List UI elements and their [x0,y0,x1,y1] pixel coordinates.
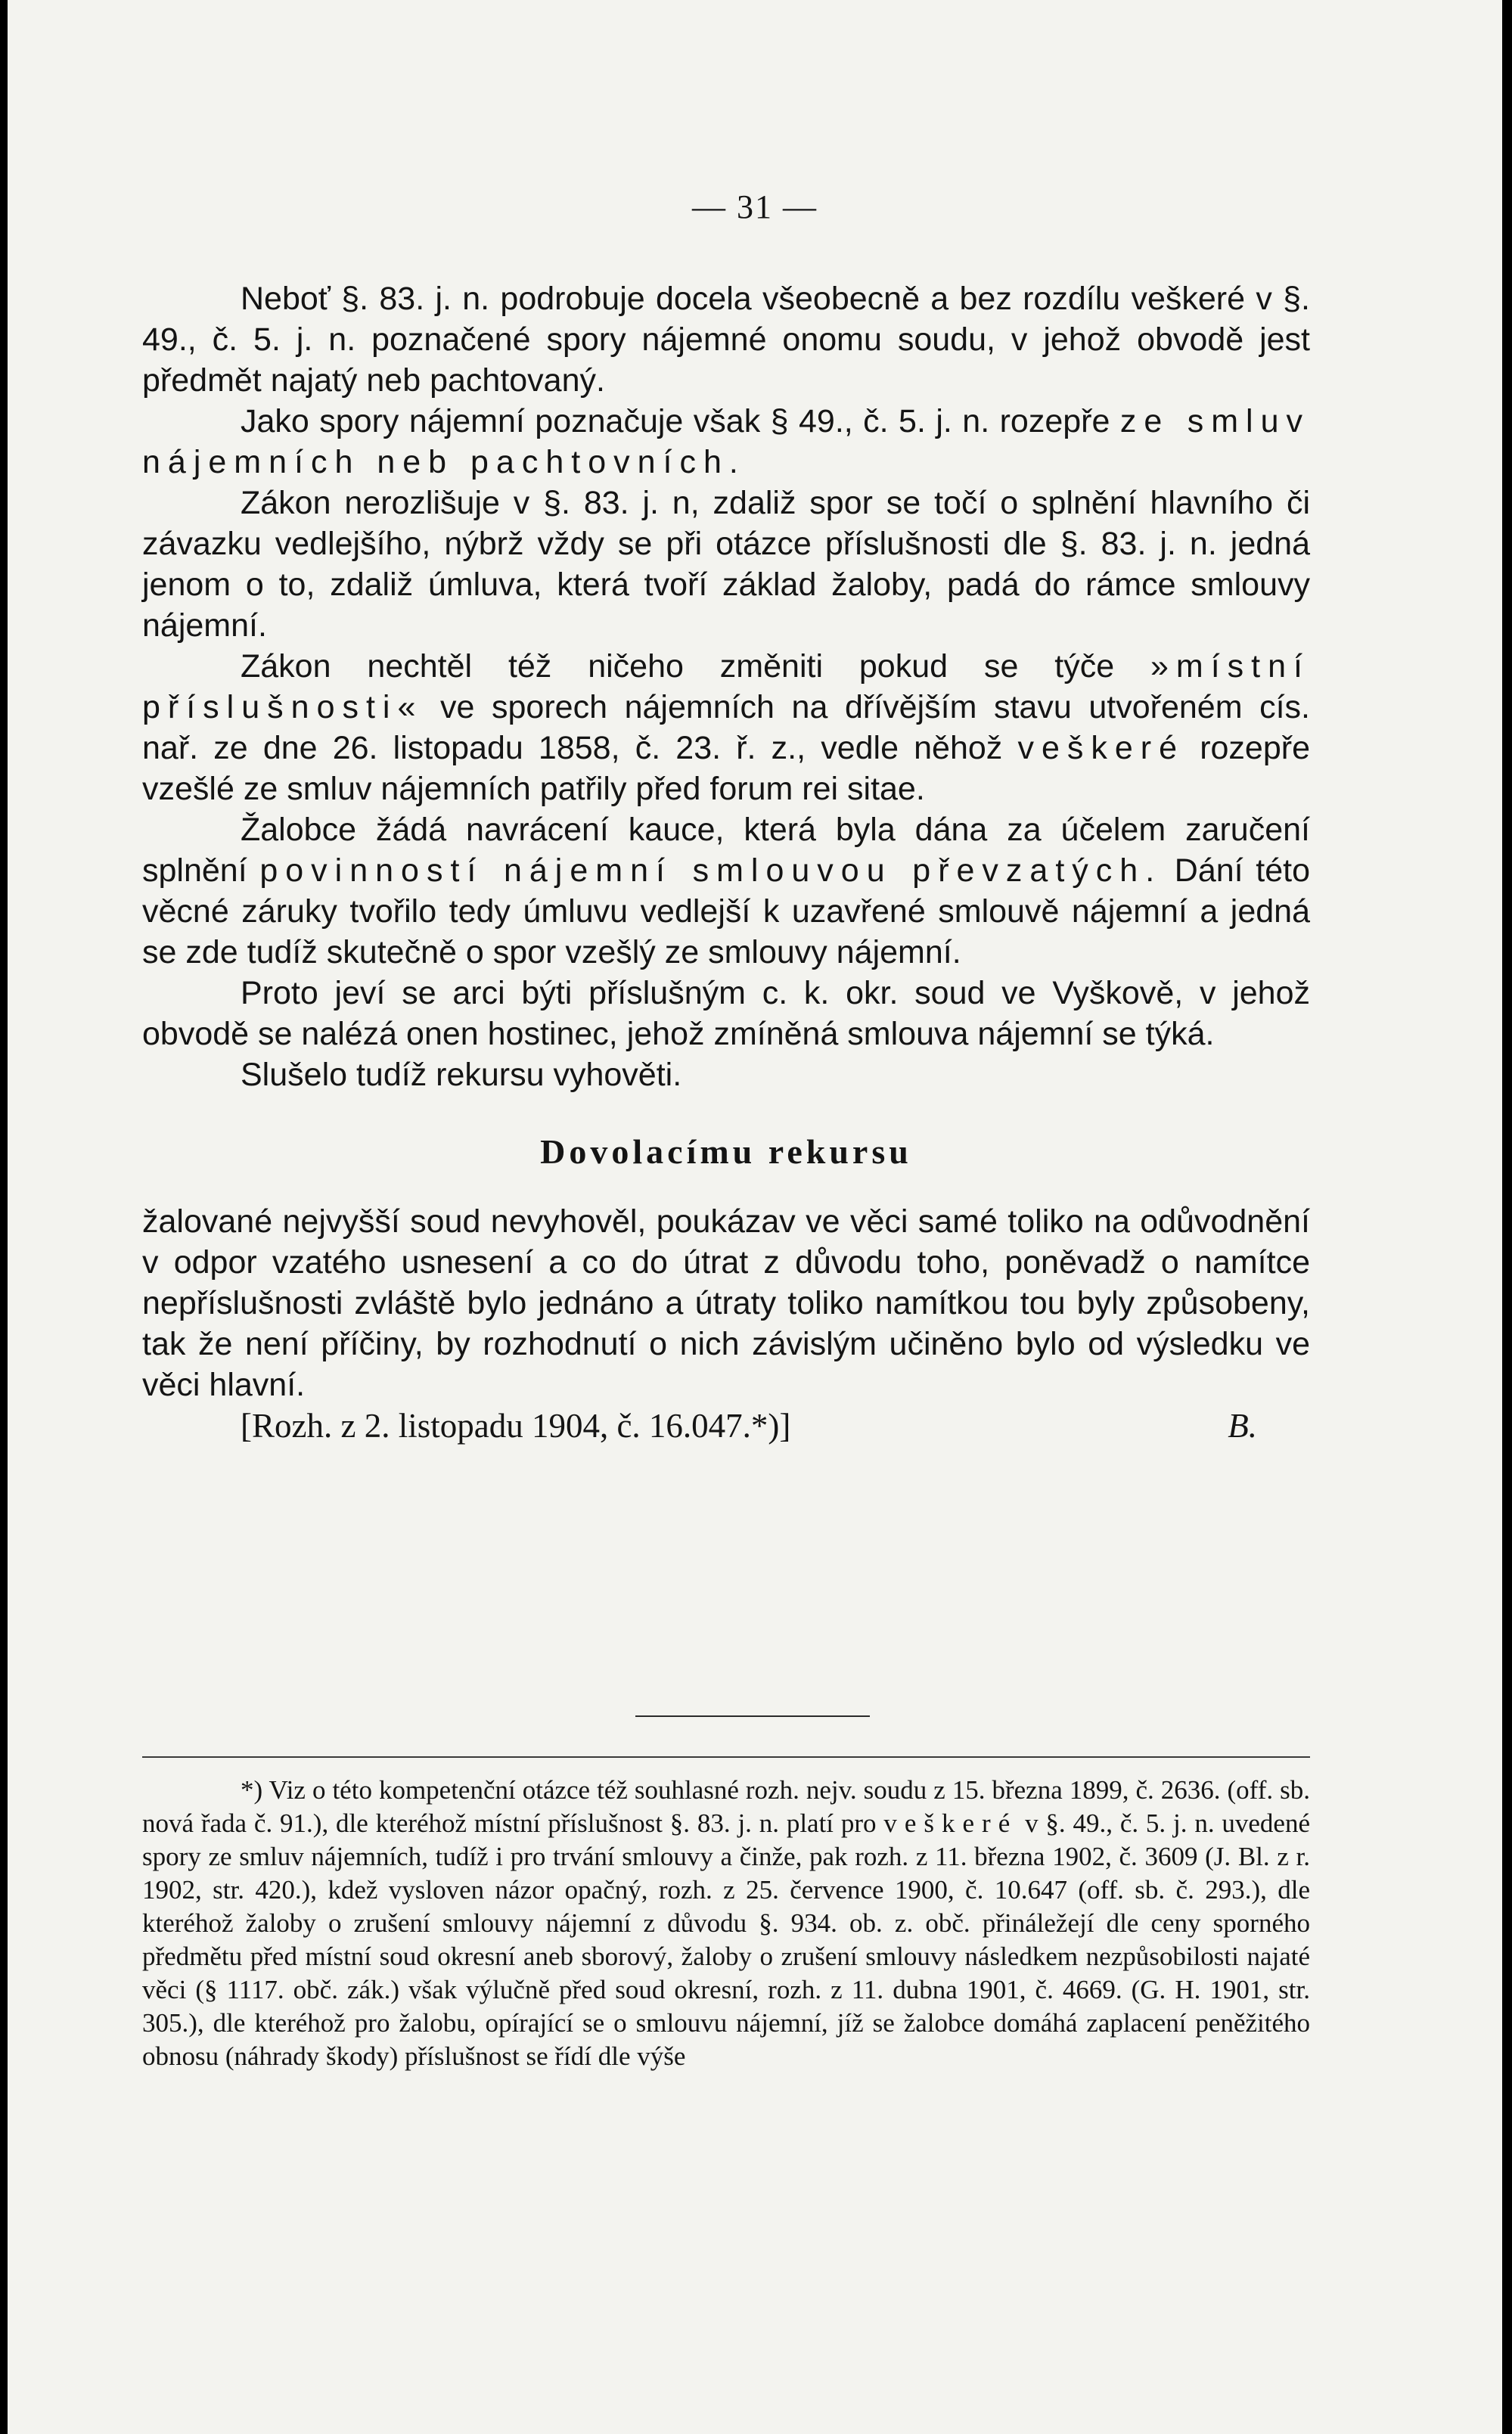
decision-reference-text: [Rozh. z 2. listopadu 1904, č. 16.047.*)] [241,1407,791,1445]
paragraph-3: Zákon nerozlišuje v §. 83. j. n, zdaliž spor se točí o splnění hlavního či závazku vedlejšího, nýbrž vždy se při otázce příslušnosti dle §. 83. j. n. jedná jenom o to, zdaliž úmluva, která tvoří základ žaloby, padá do rámce smlouvy nájemní. [142,485,1310,644]
decision-reference [142,1405,1310,1446]
footnote [142,1774,1310,2073]
paragraph-2-spaced-text: ze smluv nájemních neb pachtovních. [142,403,1311,480]
paragraph-2 [142,401,1310,483]
paragraph-4 [142,646,1310,809]
footnote-text-a: *) Viz o této kompetenční otázce též souhlasné rozh. nejv. soudu z 15. března 1899, č. 2636. (off. sb. nová řada č. 91.), dle kteréhož místní příslušnost §. 83. j. n. platí pro [142,1775,1310,1838]
paragraph-2-text: Jako spory nájemní poznačuje však § 49., č. 5. j. n. rozepře [241,403,1120,439]
footnote-text-b: v §. 49., č. 5. j. n. uvedené spory ze smluv nájemních, tudíž i pro trvání smlouvy a činže, pak rozh. z 11. března 1902, č. 3609 (J. Bl. z r. 1902, str. 420.), kdež vysloven názor opačný, rozh. z 25. července 1900, č. 10.647 (off. sb. č. 293.), dle kteréhož žaloby o zrušení smlouvy nájemní z důvodu §. 934. ob. z. obč. přináležejí dle ceny sporného předmětu před místní soud okresní aneb sborový, žaloby o zrušení smlouvy následkem nezpůsobilosti najaté věci (§ 1117. obč. zák.) však výlučně před soud okresní, rozh. z 11. dubna 1901, č. 4669. (G. H. 1901, str. 305.), dle kteréhož pro žalobu, opírající se o smlouvu nájemní, jíž se žalobce domáhá zaplacení peněžitého obnosu (náhrady škody) příslušnost se řídí dle výše [142,1808,1310,2071]
page-number: — 31 — [692,188,818,225]
paragraph-7: Slušelo tudíž rekursu vyhověti. [241,1057,682,1093]
main-text [142,278,1310,1446]
paragraph-5-spaced: povinností nájemní smlouvou převzatých. [259,852,1163,889]
paragraph-8: žalované nejvyšší soud nevyhověl, poukázav ve věci samé toliko na odůvodnění v odpor vzatého usnesení a co do útrat z důvodu toho, poněvadž o namítce nepříslušnosti zvláště bylo jednáno a útraty toliko namítkou tou byly způsobeny, tak že není příčiny, by rozhodnutí o nich závislým učiněno bylo od výsledku ve věci hlavní. [142,1203,1310,1403]
paragraph-4-text-b: ve sporech nájemních na dřívějším stavu utvořeném cís. nař. ze dne 26. listopadu 1858, č. 23. ř. z., vedle něhož [142,689,1310,766]
paragraph-4-spaced-a: »místní příslušnosti« [142,648,1310,725]
paragraph-5-text-a: Žalobce žádá navrácení kauce, která byla dána za účelem zaručení splnění [142,812,1310,889]
book-page [8,0,1502,2434]
footnote-divider [142,1756,1310,1758]
author-initial: B. [1228,1407,1257,1445]
section-heading: Dovolacímu rekursu [540,1132,912,1171]
paragraph-5-text-b: Dání této věcné záruky tvořilo tedy úmluvu vedlejší k uzavřené smlouvě nájemní a jedná se zde tudíž skutečně o spor vzešlý ze smlouvy nájemní. [142,852,1310,970]
paragraph-1: Neboť §. 83. j. n. podrobuje docela všeobecně a bez rozdílu veškeré v §. 49., č. 5. j. n. poznačené spory nájemné onomu soudu, v jehož obvodě jest předmět najatý neb pachtovaný. [142,281,1310,399]
paragraph-6: Proto jeví se arci býti příslušným c. k. okr. soud ve Vyškově, v jehož obvodě se nalézá onen hostinec, jehož zmíněná smlouva nájemní se týká. [142,975,1310,1052]
footnote-spaced: veškeré [883,1808,1018,1838]
section-divider [635,1715,870,1717]
paragraph-4-spaced-b: veškeré [1017,730,1185,766]
paragraph-4-text-a: Zákon nechtěl též ničeho změniti pokud se týče [241,648,1150,685]
paragraph-4-text-c: rozepře vzešlé ze smluv nájemních patřily před forum rei sitae. [142,730,1310,807]
paragraph-5 [142,809,1310,973]
